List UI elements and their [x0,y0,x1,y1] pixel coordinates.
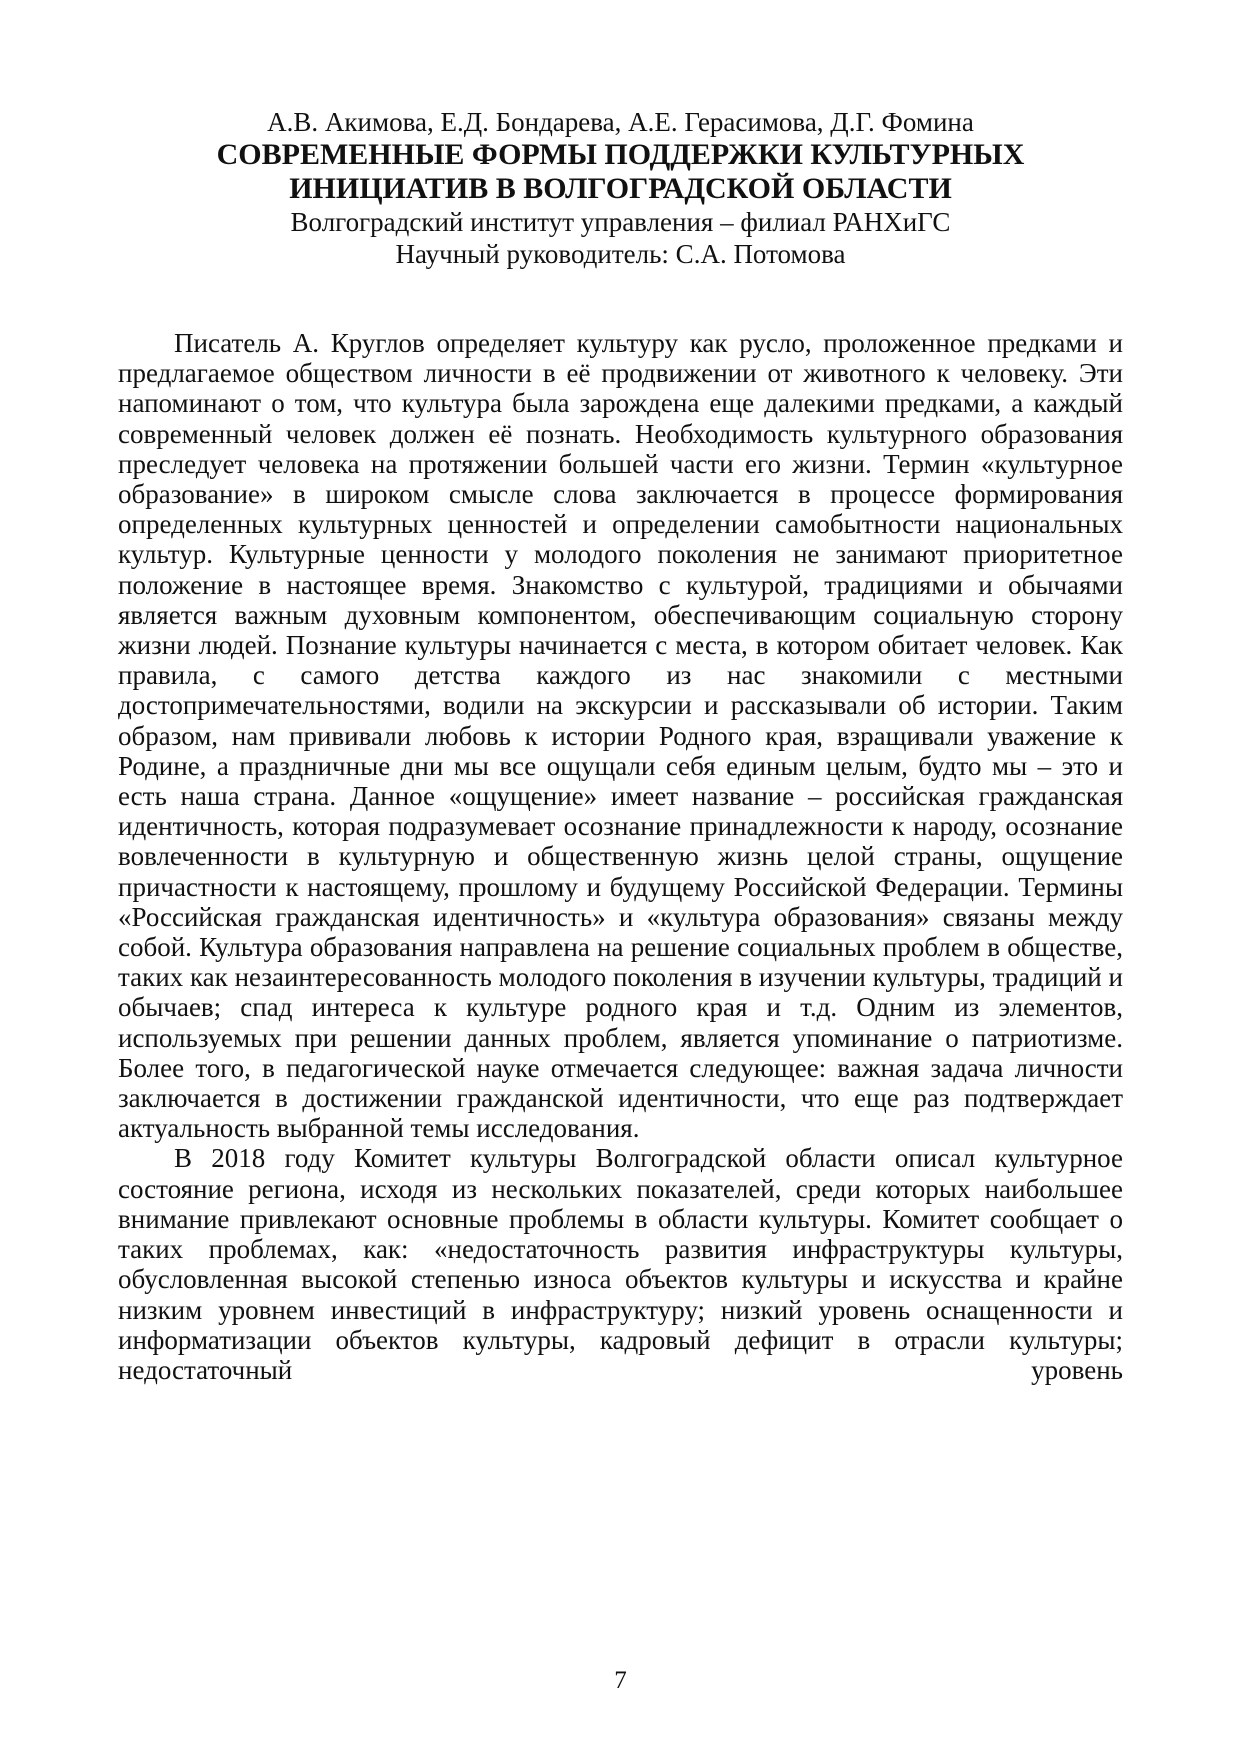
body-paragraph-2: В 2018 году Комитет культуры Волгоградской области описал культурное состояние региона, исходя из нескольких показателей, среди которых наибольшее внимание привлекают основные проблемы в области культуры. Комитет сообщает о таких проблемах, как: «недостаточность развития инфраструктуры культуры, обусловленная высокой степенью износа объектов культуры и искусства и крайне низким уровнем инвестиций в инфраструктуру; низкий уровень оснащенности и информатизации объектов культуры, кадровый дефицит в отрасли культуры; недостаточный уровень [118,1143,1123,1385]
body-paragraph-1: Писатель А. Круглов определяет культуру как русло, проложенное предками и предлагаемое обществом личности в её продвижении от животного к человеку. Эти напоминают о том, что культура была зарождена еще далекими предками, а каждый современный человек должен её познать. Необходимость культурного образования преследует человека на протяжении большей части его жизни. Термин «культурное образование» в широком смысле слова заключается в процессе формирования определенных культурных ценностей и определении самобытности национальных культур. Культурные ценности у молодого поколения не занимают приоритетное положение в настоящее время. Знакомство с культурой, традициями и обычаями является важным духовным компонентом, обеспечивающим социальную сторону жизни людей. Познание культуры начинается с места, в котором обитает человек. Как правила, с самого детства каждого из нас знакомили с местными достопримечательностями, водили на экскурсии и рассказывали об истории. Таким образом, нам прививали любовь к истории Родного края, взращивали уважение к Родине, а праздничные дни мы все ощущали себя единым целым, будто мы – это и есть наша страна. Данное «ощущение» имеет название – российская гражданская идентичность, которая подразумевает осознание принадлежности к народу, осознание вовлеченности в культурную и общественную жизнь целой страны, ощущение причастности к настоящему, прошлому и будущему Российской Федерации. Термины «Российская гражданская идентичность» и «культура образования» связаны между собой. Культура образования направлена на решение социальных проблем в обществе, таких как незаинтересованность молодого поколения в изучении культуры, традиций и обычаев; спад интереса к культуре родного края и т.д. Одним из элементов, используемых при решении данных проблем, является упоминание о патриотизме. Более того, в педагогической науке отмечается следующее: важная задача личности заключается в достижении гражданской идентичности, что еще раз подтверждает актуальность выбранной темы исследования. [118,328,1123,1144]
page-number: 7 [614,1667,627,1694]
article-body [118,328,1123,1385]
advisor-line: Научный руководитель: С.А. Потомова [395,239,846,269]
article-title-line-1: СОВРЕМЕННЫЕ ФОРМЫ ПОДДЕРЖКИ КУЛЬТУРНЫХ [216,138,1025,171]
article-header [120,106,1121,270]
authors-line: А.В. Акимова, Е.Д. Бондарева, А.Е. Герасимова, Д.Г. Фомина [267,107,974,137]
article-title-line-2: ИНИЦИАТИВ В ВОЛГОГРАДСКОЙ ОБЛАСТИ [289,172,952,205]
affiliation-line: Волгоградский институт управления – филиал РАНХиГС [290,207,951,237]
